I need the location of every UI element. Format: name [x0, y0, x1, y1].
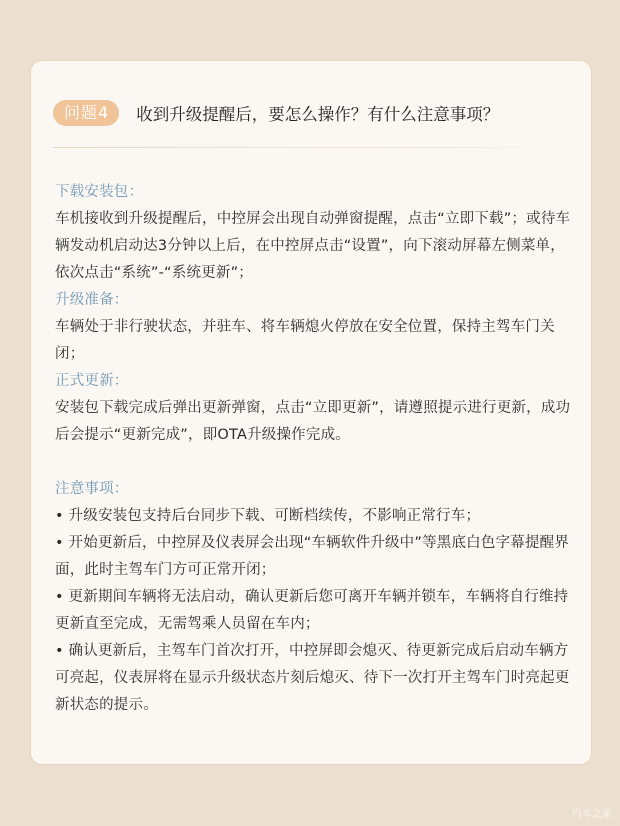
question-title: 收到升级提醒后，要怎么操作？有什么注意事项？	[136, 105, 500, 124]
section-preparation	[55, 287, 575, 368]
notes-heading: 注意事项：	[55, 481, 129, 497]
section-update	[55, 368, 575, 449]
spacer	[55, 449, 575, 476]
watermark-text: 汽车之家	[572, 809, 612, 820]
notes-section	[55, 476, 575, 719]
section-body: 车辆处于非行驶状态，并驻车、将车辆熄火停放在安全位置，保持主驾车门关闭；	[55, 319, 555, 362]
section-heading: 下载安装包：	[55, 184, 144, 200]
question-number-badge: 问题4	[53, 100, 119, 126]
section-heading: 升级准备：	[55, 292, 129, 308]
section-body: 安装包下载完成后弹出更新弹窗，点击“立即更新”，请遵照提示进行更新，成功后会提示“更新完成”，即OTA升级操作完成。	[55, 400, 571, 443]
note-item: • 确认更新后，主驾车门首次打开，中控屏即会熄灭、待更新完成后启动车辆方可亮起，仪表屏将在显示升级状态片刻后熄灭、待下一次打开主驾车门时亮起更新状态的提示。	[55, 643, 570, 713]
answer-content	[55, 179, 575, 719]
note-item: • 升级安装包支持后台同步下载、可断档续传，不影响正常行车；	[55, 508, 481, 524]
section-body: 车机接收到升级提醒后，中控屏会出现自动弹窗提醒，点击“立即下载”；或待车辆发动机启动达3分钟以上后，在中控屏点击“设置”，向下滚动屏幕左侧菜单，依次点击“系统”-“系统更新”；	[55, 211, 571, 281]
note-item: • 更新期间车辆将无法启动，确认更新后您可离开车辆并锁车，车辆将自行维持更新直至完成，无需驾乘人员留在车内；	[55, 589, 569, 632]
question-row	[53, 99, 571, 127]
faq-card	[30, 60, 592, 765]
divider	[53, 147, 569, 148]
note-item: • 开始更新后，中控屏及仪表屏会出现“车辆软件升级中”等黑底白色字幕提醒界面，此时主驾车门方可正常开闭；	[55, 535, 570, 578]
section-heading: 正式更新：	[55, 373, 129, 389]
section-download	[55, 179, 575, 287]
